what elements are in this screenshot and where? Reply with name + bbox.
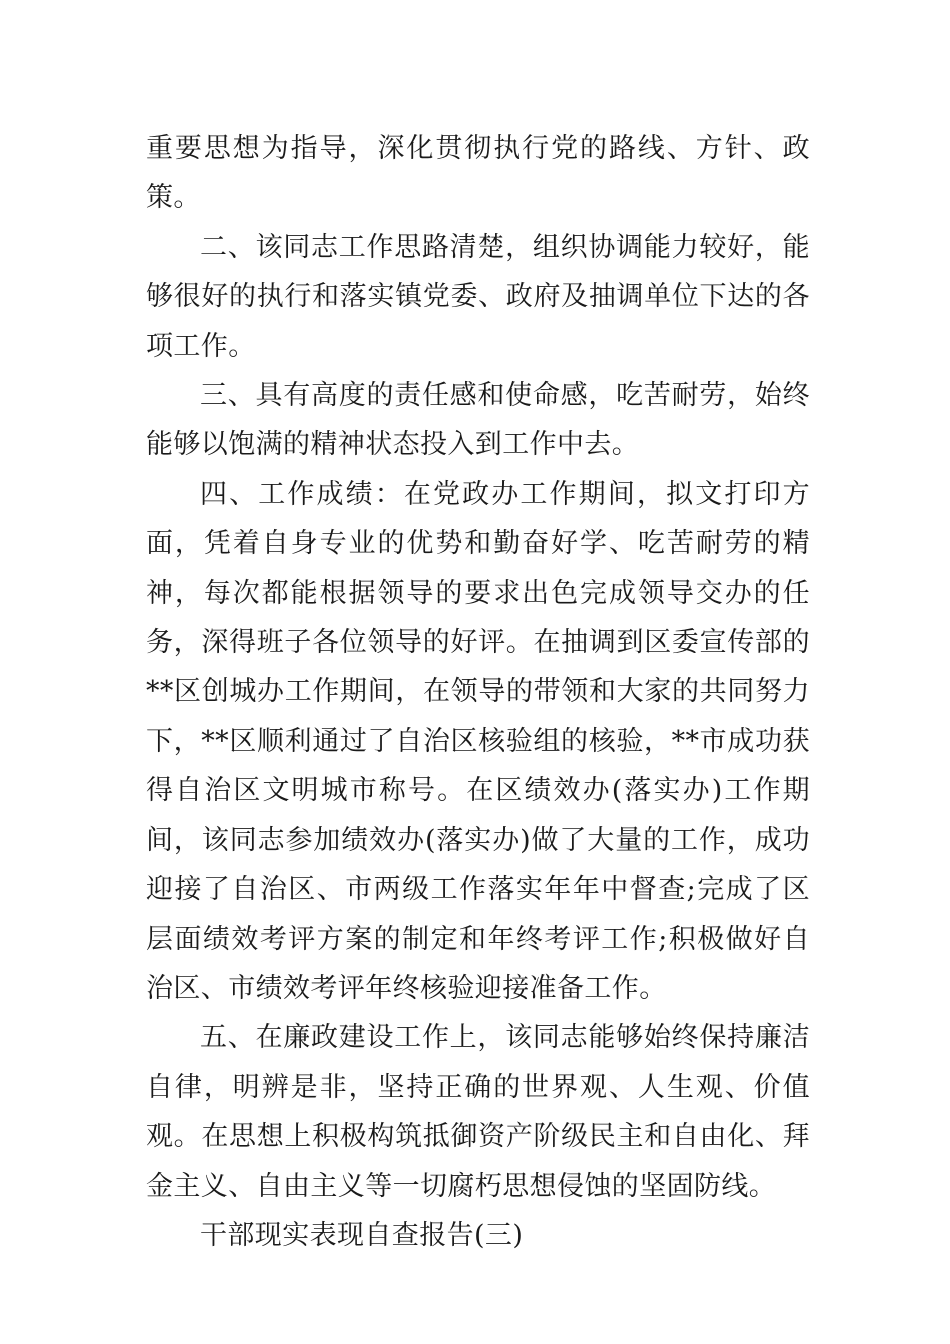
- paragraph-continuation: 重要思想为指导，深化贯彻执行党的路线、方针、政策。: [146, 133, 810, 214]
- paragraph-item-5: 五、在廉政建设工作上，该同志能够始终保持廉洁自律，明辨是非，坚持正确的世界观、人生观、价值观。在思想上积极构筑抵御资产阶级民主和自由化、拜金主义、自由主义等一切腐朽思想侵蚀的坚固防线。: [146, 1022, 810, 1202]
- document-body: [146, 124, 810, 1260]
- paragraph-item-3: 三、具有高度的责任感和使命感，吃苦耐劳，始终能够以饱满的精神状态投入到工作中去。: [146, 380, 810, 461]
- paragraph-item-2: 二、该同志工作思路清楚，组织协调能力较好，能够很好的执行和落实镇党委、政府及抽调单位下达的各项工作。: [146, 231, 810, 362]
- section-heading: 干部现实表现自查报告(三): [200, 1219, 524, 1251]
- paragraph-item-4: 四、工作成绩：在党政办工作期间，拟文打印方面，凭着自身专业的优势和勤奋好学、吃苦耐劳的精神，每次都能根据领导的要求出色完成领导交办的任务，深得班子各位领导的好评。在抽调到区委宣传部的**区创城办工作期间，在领导的带领和大家的共同努力下，**区顺利通过了自治区核验组的核验，**市成功获得自治区文明城市称号。在区绩效办(落实办)工作期间，该同志参加绩效办(落实办)做了大量的工作，成功迎接了自治区、市两级工作落实年年中督查;完成了区层面绩效考评方案的制定和年终考评工作;积极做好自治区、市绩效考评年终核验迎接准备工作。: [146, 478, 810, 1004]
